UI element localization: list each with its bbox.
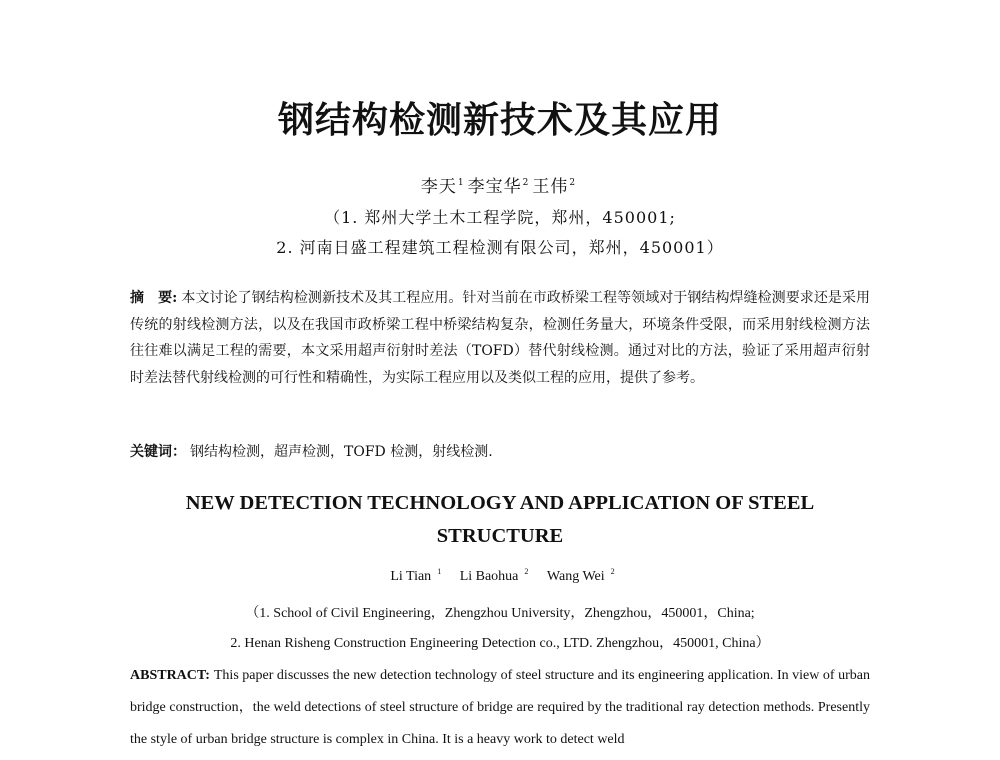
author-affiliation-mark: 2 [522,178,530,189]
chinese-affiliation-line: 2. 河南日盛工程建筑工程检测有限公司，郑州，450001） [276,238,724,257]
chinese-keywords-label: 关键词： [130,444,186,460]
english-abstract-text: This paper discusses the new detection technology of steel structure and its engineering application. In view of urban bridge construction，the weld detections of steel structure of bridge are required by the traditional ray detection methods. Presently the style of urban bridge structure is complex in China. It is a heavy work to detect weld [130,668,870,747]
chinese-keywords [130,441,870,461]
author-entry [455,569,529,584]
english-affiliation-line: 2. Henan Risheng Construction Engineering Detection co., LTD. Zhengzhou，450001, China） [230,636,770,651]
author-name: Wang Wei [546,568,605,584]
author-affiliation-mark: 2 [524,567,529,576]
author-affiliation-mark: 2 [610,567,615,576]
chinese-keywords-text: 钢结构检测，超声检测，TOFD 检测，射线检测. [190,444,493,460]
author-affiliation-mark: 2 [569,178,577,189]
author-entry [542,569,615,584]
author-name: Li Tian [390,568,432,584]
chinese-abstract-label: 摘 要: [130,290,178,306]
english-abstract-label: ABSTRACT: [130,668,210,683]
author-entry [385,569,441,584]
author-name: 李天 [420,177,457,197]
english-affiliation-line: （1. School of Civil Engineering，Zhengzhou University，Zhengzhou，450001，China; [245,606,755,621]
chinese-title: 钢结构检测新技术及其应用 [277,100,722,141]
chinese-affiliation-line: （1. 郑州大学土木工程学院，郑州，450001; [324,208,676,227]
english-abstract [130,660,870,756]
chinese-abstract [130,285,870,391]
english-authors [0,567,1000,585]
chinese-authors [0,172,1000,197]
author-name: Li Baohua [459,568,519,584]
author-affiliation-mark: 1 [457,178,465,189]
author-affiliation-mark: 1 [437,567,442,576]
author-name: 王伟 [532,177,569,197]
chinese-abstract-text: 本文讨论了钢结构检测新技术及其工程应用。针对当前在市政桥梁工程等领域对于钢结构焊缝检测要求还是采用传统的射线检测方法，以及在我国市政桥梁工程中桥梁结构复杂，检测任务量大，环境条件受限，而采用射线检测方法往往难以满足工程的需要，本文采用超声衍射时差法（TOFD）替代射线检测。通过对比的方法，验证了采用超声衍射时差法替代射线检测的可行性和精确性，为实际工程应用以及类似工程的应用，提供了参考。 [130,290,871,386]
english-title: NEW DETECTION TECHNOLOGY AND APPLICATION OF STEEL STRUCTURE [185,492,815,547]
author-name: 李宝华 [467,177,522,197]
